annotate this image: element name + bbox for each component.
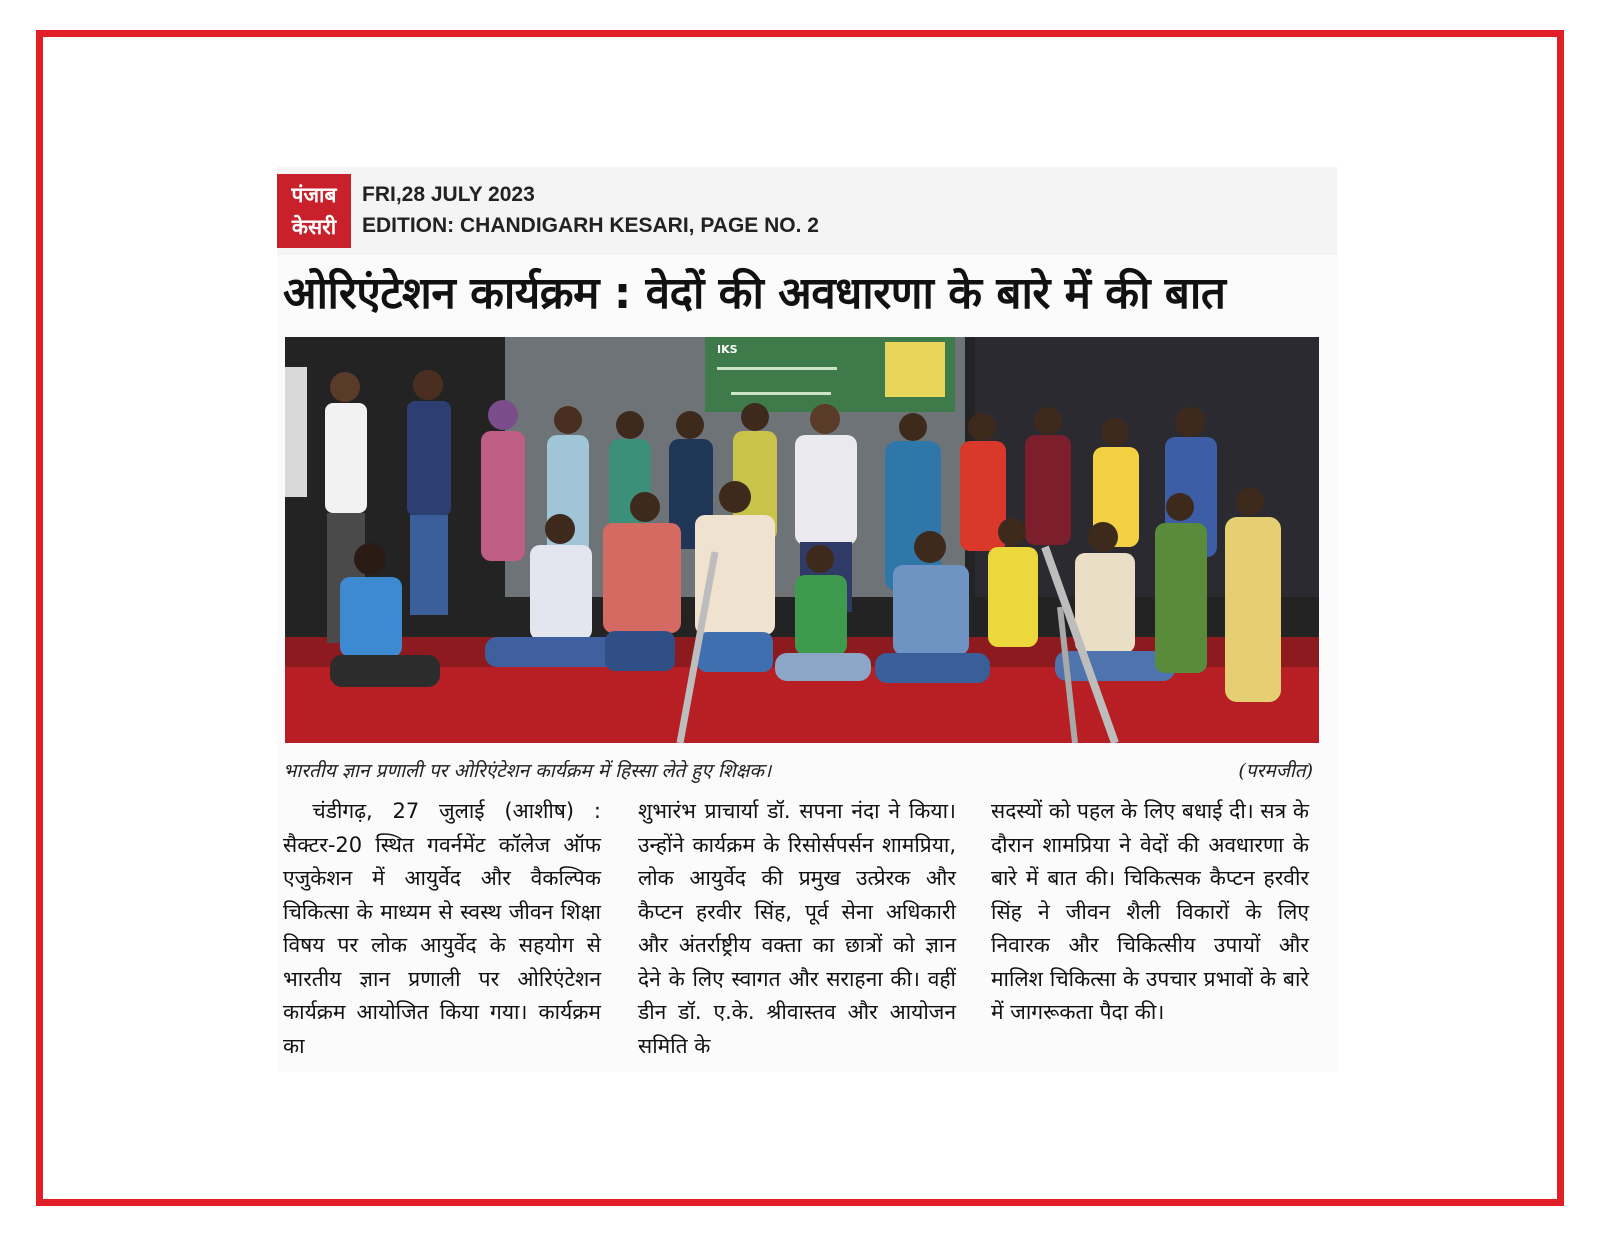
photo-credit: (परमजीत) bbox=[1238, 760, 1313, 782]
logo-line-2: केसरी bbox=[291, 215, 337, 239]
photo-caption bbox=[283, 757, 1319, 785]
group-photo-illustration bbox=[285, 337, 1319, 743]
article-column-2: शुभारंभ प्राचार्या डॉ. सपना नंदा ने किया। उन्होंने कार्यक्रम के रिसोर्सपर्सन शामप्रिया, लोक आयुर्वेद की प्रमुख उत्प्रेरक और कैप्टन हरवीर सिंह, पूर्व सेना अधिकारी और अंतर्राष्ट्रीय वक्ता का छात्रों को ज्ञान देने के लिए स्वागत और सराहना की। वहीं डीन डॉ. ए.के. श्रीवास्तव और आयोजन समिति के bbox=[638, 799, 956, 1058]
screen-title: IKS bbox=[717, 343, 738, 356]
caption-text: भारतीय ज्ञान प्रणाली पर ओरिएंटेशन कार्यक्रम में हिस्सा लेते हुए शिक्षक। bbox=[283, 760, 772, 782]
publication-meta bbox=[362, 179, 819, 241]
punjab-kesari-logo bbox=[277, 174, 351, 248]
newspaper-clipping bbox=[277, 167, 1337, 1072]
logo-line-1: पंजाब bbox=[291, 183, 337, 207]
publication-edition: EDITION: CHANDIGARH KESARI, PAGE NO. 2 bbox=[362, 214, 819, 237]
group-photo bbox=[285, 337, 1319, 743]
publication-date: FRI,28 JULY 2023 bbox=[362, 183, 535, 206]
article-column-3: सदस्यों को पहल के लिए बधाई दी। सत्र के दौरान शामप्रिया ने वेदों की अवधारणा के बारे में बात की। चिकित्सक कैप्टन हरवीर सिंह ने जीवन शैली विकारों के लिए निवारक और चिकित्सीय उपायों और मालिश चिकित्सा के उपचार प्रभावों के बारे में जागरूकता पैदा की। bbox=[991, 799, 1309, 1024]
article-body bbox=[283, 795, 1323, 1065]
article-column-1: चंडीगढ़, 27 जुलाई (आशीष) : सैक्टर-20 स्थित गवर्नमेंट कॉलेज ऑफ एजुकेशन में आयुर्वेद और वैकल्पिक चिकित्सा के माध्यम से स्वस्थ जीवन शिक्षा विषय पर लोक आयुर्वेद के सहयोग से भारतीय ज्ञान प्रणाली पर ओरिएंटेशन कार्यक्रम आयोजित किया गया। कार्यक्रम का bbox=[283, 799, 601, 1058]
article-headline: ओरिएंटेशन कार्यक्रम : वेदों की अवधारणा के बारे में की बात bbox=[283, 268, 1226, 319]
